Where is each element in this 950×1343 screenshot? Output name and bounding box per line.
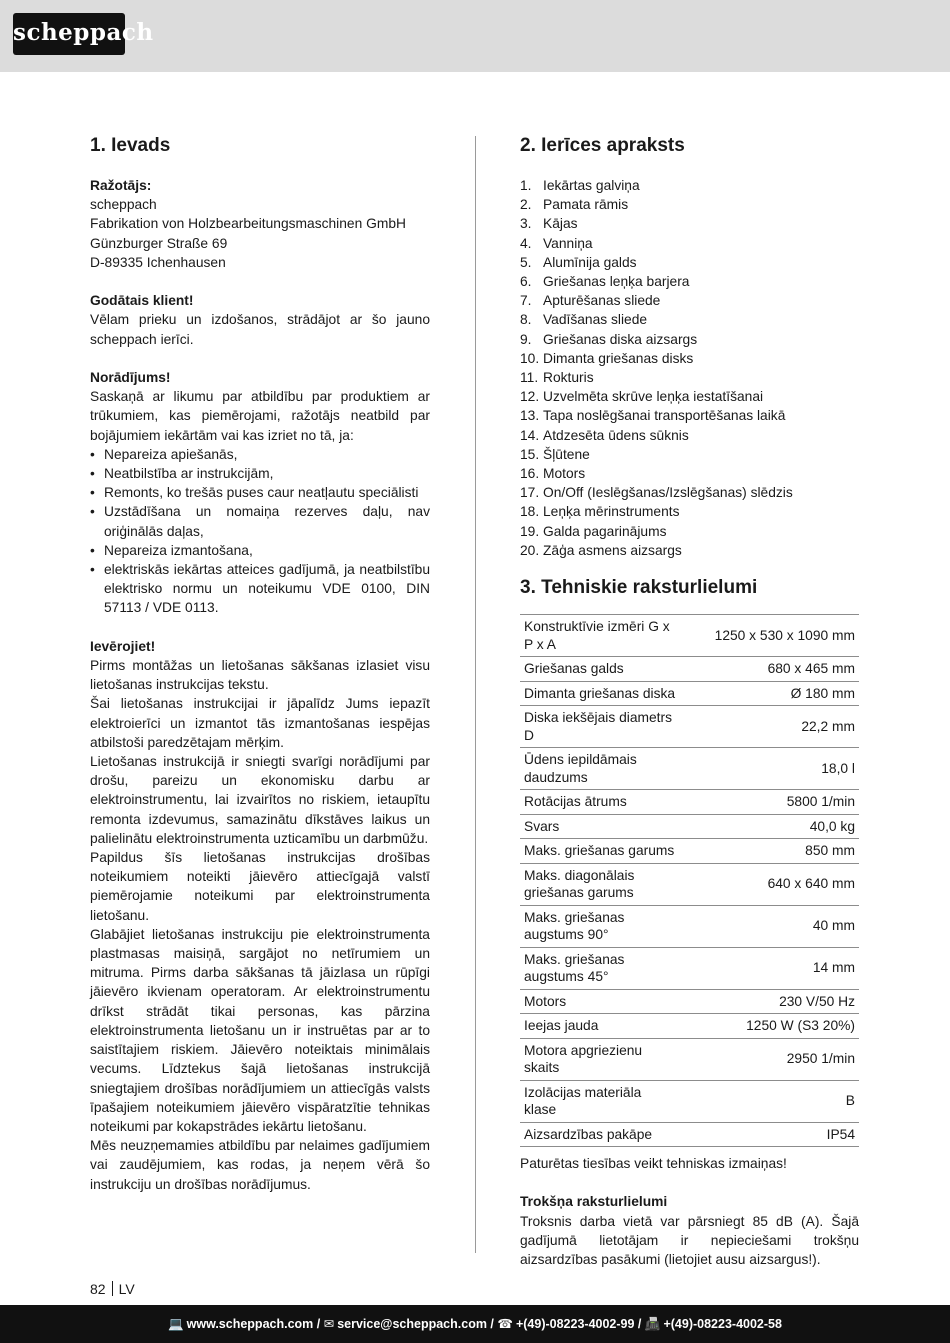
description-title: 2. Ierīces apraksts bbox=[520, 135, 685, 156]
observe-paragraph: Lietošanas instrukcijā ir sniegti svarīgi norādījumi par drošu, pareizu un ekonomisku darbu ar elektroinstrumentu, lai izvairītos no riskiem, ietaupītu remonta izdevumus, samazinātu dīkstāves laikus un palielinātu elektroinstrumenta uzticamību un darbmūžu. bbox=[90, 754, 430, 846]
fax-icon: 📠 bbox=[644, 1317, 661, 1331]
table-row: Izolācijas materiāla klase B bbox=[520, 1080, 859, 1122]
list-item: • Nepareiza apiešanās, bbox=[90, 445, 430, 464]
list-item: 12. Uzvelmēta skrūve leņķa iestatīšanai bbox=[520, 389, 764, 405]
list-item: • Nepareiza izmantošana, bbox=[90, 541, 430, 560]
dear-customer-label: Godātais klient! bbox=[90, 293, 194, 309]
list-item: 9. Griešanas diska aizsargs bbox=[520, 331, 698, 347]
footer-contact: 💻 www.scheppach.com / ✉ service@scheppach.com / ☎ +(49)-08223-4002-99 / 📠 +(49)-08223-4002-58 bbox=[168, 1317, 782, 1331]
list-item: 6. Griešanas leņķa barjera bbox=[520, 274, 690, 290]
phone-icon: ☎ bbox=[497, 1317, 513, 1331]
table-row: Aizsardzības pakāpe IP54 bbox=[520, 1122, 859, 1147]
computer-icon: 💻 bbox=[168, 1317, 184, 1331]
website-link[interactable]: www.scheppach.com bbox=[186, 1317, 314, 1331]
observe-paragraph: Šai lietošanas instrukcijai ir jāpalīdz Jums iepazīt elektroierīci un izmantot tās izmantošanas iespējas atbilstoši paredzētajam mērķim. bbox=[90, 696, 430, 750]
table-row: Motors 230 V/50 Hz bbox=[520, 989, 859, 1014]
table-row: Griešanas galds 680 x 465 mm bbox=[520, 657, 859, 682]
table-row: Dimanta griešanas diska Ø 180 mm bbox=[520, 681, 859, 706]
list-item: 3. Kājas bbox=[520, 216, 578, 232]
list-item: 4. Vanniņa bbox=[520, 235, 593, 251]
observe-paragraph: Pirms montāžas un lietošanas sākšanas izlasiet visu lietošanas instrukcijas tekstu. bbox=[90, 658, 430, 693]
dear-customer-text: Vēlam prieku un izdošanos, strādājot ar šo jauno scheppach ierīci. bbox=[90, 312, 430, 347]
table-row: Konstruktīvie izmēri G x P x A 1250 x 530 x 1090 mm bbox=[520, 615, 859, 657]
observe-paragraph: Papildus šīs lietošanas instrukcijas drošības noteikumiem noteikti jāievēro attiecīgajā valstī piemērojamie noteikumi par elektroinstrumenta lietošanu. bbox=[90, 850, 430, 923]
table-row: Ūdens iepildāmais daudzums 18,0 l bbox=[520, 748, 859, 790]
observe-paragraph: Glabājiet lietošanas instrukciju pie elektroinstrumenta plastmasas maisiņā, sargājot no netīrumiem un mitruma. Pirms darba sākšanas tā jāizlasa un rūpīgi jāievēro ikvienam operatoram. Ar elektroinstrumentu drīkst strādāt tikai personas, kas pārzina elektroinstrumenta lietošanu un ir instruētas par ar to saistītajiem riskiem. Jāievēro noteiktais minimālais vecums. Līdztekus šajā lietošanas instrukcijā sniegtajiem drošības norādījumiem un attiecīgās valsts īpašajiem noteikumiem jāievēro vispāratzītie tehnikas noteikumi par kokapstrādes iekārtu lietošanu. bbox=[90, 926, 430, 1134]
parts-list bbox=[520, 176, 859, 560]
manufacturer-label: Ražotājs: bbox=[90, 178, 152, 193]
intro-title: 1. Ievads bbox=[90, 135, 171, 156]
list-item: • Uzstādīšana un nomaiņa rezerves daļu, nav oriģinālās daļas, bbox=[90, 502, 430, 540]
description-section bbox=[520, 130, 859, 1269]
table-row: Motora apgriezienu skaits 2950 1/min bbox=[520, 1038, 859, 1080]
list-item: 11. Rokturis bbox=[520, 370, 594, 386]
reserve-note: Paturētas tiesības veikt tehniskas izmaiņas! bbox=[520, 1156, 787, 1172]
manufacturer-line: Günzburger Straße 69 bbox=[90, 235, 228, 251]
list-item: 5. Alumīnija galds bbox=[520, 254, 637, 270]
page-number-value: 82 bbox=[90, 1281, 106, 1297]
table-row: Maks. griešanas garums 850 mm bbox=[520, 839, 859, 864]
mail-icon: ✉ bbox=[323, 1317, 335, 1331]
table-row: Maks. griešanas augstums 45° 14 mm bbox=[520, 947, 859, 989]
scheppach-logo: scheppach bbox=[13, 13, 125, 55]
footer-band bbox=[0, 1305, 950, 1343]
list-item: 1. Iekārtas galviņa bbox=[520, 178, 640, 193]
table-row: Svars 40,0 kg bbox=[520, 814, 859, 839]
table-row: Diska iekšējais diametrs D 22,2 mm bbox=[520, 706, 859, 748]
list-item: 2. Pamata rāmis bbox=[520, 197, 629, 213]
column-divider bbox=[475, 136, 476, 1253]
note-label: Norādījums! bbox=[90, 370, 171, 385]
list-item: • elektriskās iekārtas atteices gadījumā, ja neatbilstību elektrisko normu un noteikumu VDE 0100, DIN 57113 / VDE 0113. bbox=[90, 560, 430, 618]
intro-section bbox=[90, 130, 430, 1194]
list-item: 18. Leņķa mērinstruments bbox=[520, 504, 680, 520]
fax-number: +(49)-08223-4002-58 bbox=[663, 1317, 782, 1331]
list-item: • Remonts, ko trešās puses caur neatļautu speciālisti bbox=[90, 483, 430, 502]
list-item: 16. Motors bbox=[520, 466, 586, 482]
page-number bbox=[90, 1279, 135, 1299]
table-row: Maks. griešanas augstums 90° 40 mm bbox=[520, 905, 859, 947]
list-item: 15. Šļūtene bbox=[520, 446, 590, 462]
observe-label: Ievērojiet! bbox=[90, 638, 156, 654]
table-row: Maks. diagonālais griešanas garums 640 x 640 mm bbox=[520, 863, 859, 905]
liability-list bbox=[90, 445, 430, 618]
header-band bbox=[0, 0, 950, 72]
language-code: LV bbox=[118, 1281, 135, 1297]
noise-label: Trokšņa raksturlielumi bbox=[520, 1194, 668, 1210]
email-link[interactable]: service@scheppach.com bbox=[337, 1317, 487, 1331]
list-item: 13. Tapa noslēgšanai transportēšanas laikā bbox=[520, 408, 786, 424]
list-item: 7. Apturēšanas sliede bbox=[520, 293, 661, 309]
noise-text: Troksnis darba vietā var pārsniegt 85 dB (A). Šajā gadījumā lietotājam ir nepieciešami trokšņu aizsardzības pasākumi (lietojiet ausu aizsargus!). bbox=[520, 1213, 859, 1268]
table-row: Rotācijas ātrums 5800 1/min bbox=[520, 790, 859, 815]
list-item: 10. Dimanta griešanas disks bbox=[520, 350, 694, 366]
manufacturer-line: Fabrikation von Holzbearbeitungsmaschinen GmbH bbox=[90, 216, 406, 232]
technical-title: 3. Tehniskie raksturlielumi bbox=[520, 577, 758, 599]
manufacturer-line: D-89335 Ichenhausen bbox=[90, 254, 226, 270]
list-item: 14. Atdzesēta ūdens sūknis bbox=[520, 427, 689, 443]
list-item: 17. On/Off (Ieslēgšanas/Izslēgšanas) slēdzis bbox=[520, 485, 793, 501]
specs-table bbox=[520, 614, 859, 1147]
list-item: 20. Zāģa asmens aizsargs bbox=[520, 542, 682, 558]
table-row: Ieejas jauda 1250 W (S3 20%) bbox=[520, 1014, 859, 1039]
phone-number: +(49)-08223-4002-99 bbox=[515, 1317, 635, 1331]
manufacturer-line: scheppach bbox=[90, 197, 157, 213]
list-item: 8. Vadīšanas sliede bbox=[520, 312, 648, 328]
note-text: Saskaņā ar likumu par atbildību par produktiem ar trūkumiem, kas piemērojami, ražotājs neatbild par bojājumiem iekārtām vai kas izriet no tā, ja: bbox=[90, 389, 430, 443]
observe-paragraph: Mēs neuzņemamies atbildību par nelaimes gadījumiem vai zaudējumiem, kas rodas, ja neņem vērā šo instrukciju un drošības norādījumus. bbox=[90, 1138, 430, 1192]
list-item: • Neatbilstība ar instrukcijām, bbox=[90, 464, 430, 483]
list-item: 19. Galda pagarinājums bbox=[520, 523, 667, 539]
